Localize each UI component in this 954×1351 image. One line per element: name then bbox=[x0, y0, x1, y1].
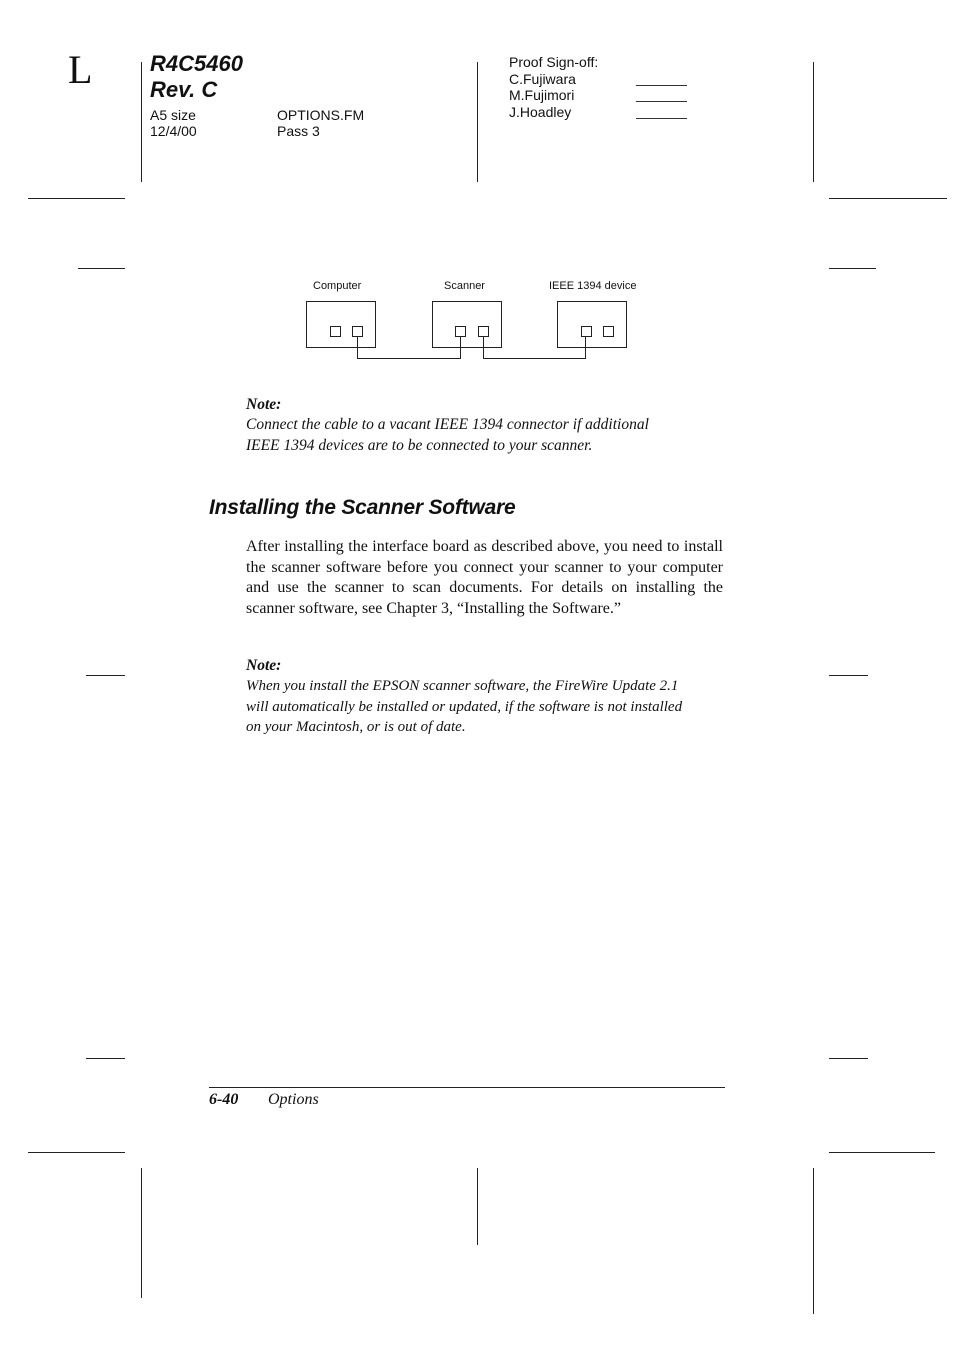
file-name: OPTIONS.FM bbox=[277, 107, 365, 123]
crop-mark bbox=[813, 1168, 814, 1314]
note-label: Note: bbox=[246, 396, 282, 413]
signature-line bbox=[636, 101, 687, 102]
proof-title: Proof Sign-off: bbox=[509, 54, 599, 70]
crop-mark bbox=[141, 62, 142, 182]
note-line: IEEE 1394 devices are to be connected to your scanner. bbox=[246, 436, 593, 454]
signer-name: M.Fujimori bbox=[509, 87, 575, 103]
device-box bbox=[558, 302, 627, 348]
note-line: Connect the cable to a vacant IEEE 1394 connector if additional bbox=[246, 416, 649, 433]
scanner-port bbox=[479, 327, 489, 337]
crop-mark bbox=[141, 1168, 142, 1298]
side-letter: L bbox=[68, 47, 93, 92]
crop-mark bbox=[829, 1058, 868, 1059]
note-line: When you install the EPSON scanner software, the FireWire Update 2.1 bbox=[246, 678, 679, 694]
note-line: will automatically be installed or updated, if the software is not installed bbox=[246, 698, 683, 715]
crop-mark bbox=[86, 675, 125, 676]
section-heading: Installing the Scanner Software bbox=[209, 496, 516, 519]
computer-port bbox=[353, 327, 363, 337]
signer-name: J.Hoadley bbox=[509, 104, 572, 120]
crop-mark bbox=[829, 268, 876, 269]
crop-mark bbox=[78, 268, 125, 269]
crop-mark bbox=[829, 1152, 935, 1153]
body-paragraph: After installing the interface board as described above, you need to install the scanner software before you connect your scanner to your computer and use the scanner to scan documents. For details on installing the scanner software, see Chapter 3, “Installing the Software.” bbox=[246, 538, 723, 617]
crop-mark bbox=[477, 62, 478, 182]
note-line: on your Macintosh, or is out of date. bbox=[246, 719, 466, 735]
signature-line bbox=[636, 118, 687, 119]
signature-line bbox=[636, 85, 687, 86]
crop-mark bbox=[28, 198, 125, 199]
paper-size: A5 size bbox=[150, 107, 196, 123]
connection-diagram bbox=[300, 295, 635, 370]
note-text bbox=[246, 676, 726, 738]
print-date: 12/4/00 bbox=[150, 123, 197, 139]
note-label: Note: bbox=[246, 657, 282, 674]
computer-box bbox=[307, 302, 376, 348]
revision-line: Rev. C bbox=[150, 77, 218, 102]
pass-number: Pass 3 bbox=[277, 123, 320, 139]
crop-mark bbox=[829, 675, 868, 676]
device-port bbox=[604, 327, 614, 337]
scanner-port bbox=[456, 327, 466, 337]
scanner-box bbox=[433, 302, 502, 348]
diagram-label-computer: Computer bbox=[313, 280, 362, 292]
signer-name: C.Fujiwara bbox=[509, 71, 576, 87]
page-number: 6-40 bbox=[209, 1091, 239, 1108]
crop-mark bbox=[813, 62, 814, 182]
crop-mark bbox=[28, 1152, 125, 1153]
footer-rule bbox=[209, 1087, 725, 1088]
crop-mark bbox=[86, 1058, 125, 1059]
computer-port bbox=[331, 327, 341, 337]
model-line: R4C5460 bbox=[150, 51, 243, 76]
crop-mark bbox=[829, 198, 947, 199]
diagram-label-scanner: Scanner bbox=[444, 280, 485, 292]
crop-mark bbox=[477, 1168, 478, 1245]
model-name bbox=[150, 51, 243, 103]
footer-section: Options bbox=[268, 1091, 319, 1108]
note-text bbox=[246, 415, 726, 456]
diagram-label-device: IEEE 1394 device bbox=[549, 280, 637, 292]
device-port bbox=[582, 327, 592, 337]
